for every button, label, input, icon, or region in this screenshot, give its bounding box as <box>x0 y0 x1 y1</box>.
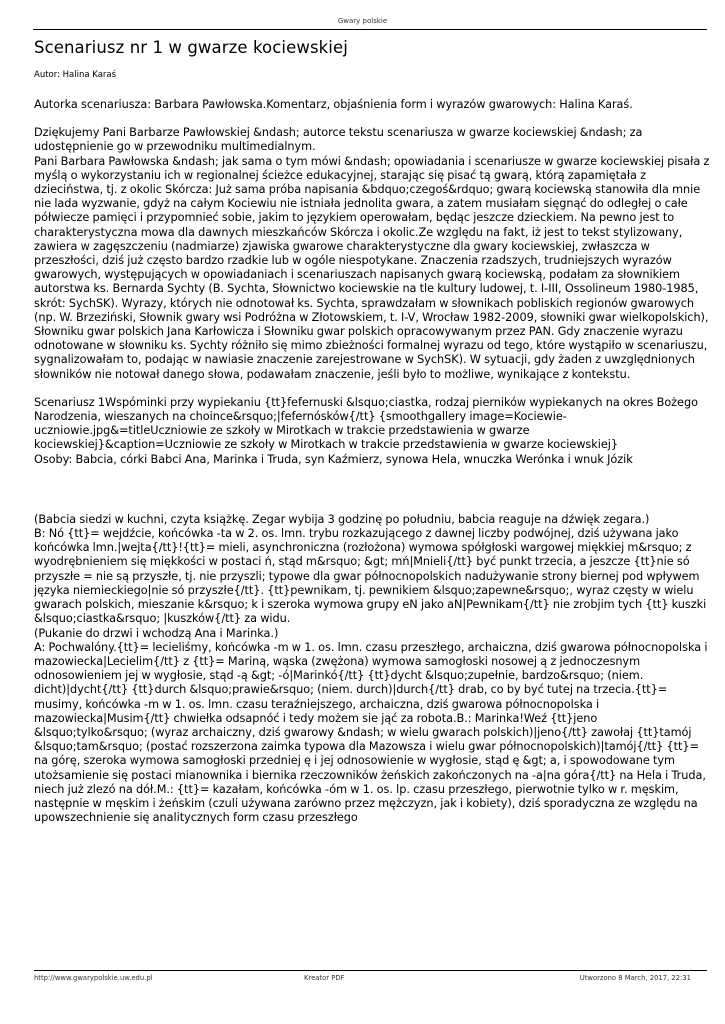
article-body <box>34 98 710 825</box>
paragraph-authorship: Autorka scenariusza: Barbara Pawłowska.Komentarz, objaśnienia form i wyrazów gwarowych: Halina Karaś. <box>34 98 633 111</box>
paragraph-stage-direction: (Babcia siedzi w kuchni, czyta książkę. Zegar wybija 3 godzinę po południu, babcia reaguje na dźwięk zegara.) <box>34 512 650 526</box>
article-title: Scenariusz nr 1 w gwarze kociewskiej <box>34 38 348 57</box>
paragraph-author-note: Pani Barbara Pawłowska &ndash; jak sama o tym mówi &ndash; opowiadania i scenariusze w gwarze kociewskiej pisała z myślą o wykorzystaniu ich w regionalnej ścieżce edukacyjnej, starając się pisać tą gwarą, którą zapamiętała z dzieciństwa, tj. z okolic Skórcza: Już sama próba napisania &bdquo;czegoś&rdquo; gwarą kociewską stanowiła dla mnie nie lada wyzwanie, gdyż na całym Kociewiu nie istniała jednolita gwara, a zatem musiałam sięgnąć do odległej o całe półwiecze pamięci i przypomnieć sobie, jakim to językiem operowałam, będąc jeszcze dzieckiem. Na pewno jest to charakterystyczna mowa dla dawnych mieszkańców Skórcza i okolic.Ze względu na fakt, iż jest to tekst stylizowany, zawiera w zagęszczeniu (nadmiarze) zjawiska gwarowe charakterystyczne dla gwary kociewskiej, zwłaszcza w przeszłości, dziś już często bardzo rzadkie lub w ogóle niespotykane. Znaczenia rzadszych, trudniejszych wyrazów gwarowych, występujących w opowiadaniach i scenariuszach napisanych gwarą kociewską, podałam za słownikiem autorstwa ks. Bernarda Sychty (B. Sychta, Słownictwo kociewskie na tle kultury ludowej, t. I-III, Ossolineum 1980-1985, skrót: SychSK). Wyrazy, których nie odnotował ks. Sychta, sprawdzałam w słownikach pobliskich regionów gwarowych (np. W. Brzeziński, Słownik gwary wsi Podróżna w Złotowskiem, t. I-V, Wrocław 1982-2009, słowniki gwar wielkopolskich), Słowniku gwar polskich Jana Karłowicza i Słowniku gwar polskich opracowywanym przez PAN. Gdy znaczenie wyrazu odnotowane w słowniku ks. Sychty różniło się mimo zbieżności formalnej wyrazu od tego, które wystąpiło w scenariuszu, sygnalizowałam to, podając w nawiasie znaczenie zarejestrowane w SychSK). W sytuacji, gdy żaden z uwzględnionych słowników nie notował danego słowa, podawałam znaczenie, jeśli było to możliwe, wynikające z kontekstu. <box>34 154 710 381</box>
article <box>34 38 710 825</box>
paragraph-thanks: Dziękujemy Pani Barbarze Pawłowskiej &ndash; autorce tekstu scenariusza w gwarze kociewskiej &ndash; za udostępnienie go w przewodniku multimedialnym. <box>34 126 643 154</box>
paragraph-characters: Osoby: Babcia, córki Babci Ana, Marinka i Truda, syn Kaźmierz, synowa Hela, wnuczka Werónka i wnuk Józik <box>34 452 633 466</box>
paragraph-stage-knock: (Pukanie do drzwi i wchodzą Ana i Marinka.) <box>34 626 279 640</box>
running-header <box>0 0 725 25</box>
running-title: Gwary polskie <box>337 17 388 25</box>
paragraph-dialogue-b: B: Nó {tt}= wejdźcie, końcówka -ta w 2. os. lmn. trybu rozkazującego z dawnej liczby podwójnej, dziś używana jako końcówka lmn.|wejta{/tt}!{tt}= mieli, asynchroniczna (rozłożona) wymowa spółgłoski wargowej miękkiej m&rsquo; z wyodrębnieniem się miękkości w postaci ń, stąd m&rsquo; &gt; mń|Mnieli{/tt} być punkt trzecia, a jeszcze {tt}nie só przyszłe = nie są przyszłe, tj. nie przyszli; typowe dla gwar północnopolskich nadużywanie strony biernej pod wpływem języka niemieckiego|nie só przyszłe{/tt}. {tt}pewnikam, tj. pewnikiem &lsquo;zapewne&rsquo;, wyraz częsty w wielu gwarach polskich, mieszanie k&rsquo; k i szeroka wymowa grupy eN jako aN|Pewnikam{/tt} nie zrobjim tych {tt} kuszki &lsquo;ciastka&rsquo; |kuszków{/tt} za widu. <box>34 527 707 626</box>
page-footer <box>34 970 707 985</box>
article-author: Autor: Halina Karaś <box>34 70 117 80</box>
footer-created-date: Utworzono 8 March, 2017, 22:31 <box>579 974 691 982</box>
paragraph-scenario-intro: Scenariusz 1Wspóminki przy wypiekaniu {tt}fefernuski &lsquo;ciastka, rodzaj pierników wypiekanych na okres Bożego Narodzenia, wieszanych na choince&rsquo;|fefernósków{/tt} {smoothgallery image=Kociewie-uczniowie.jpg&=titleUczniowie ze szkoły w Mirotkach w trakcie przedstawienia w gwarze kociewskiej}&caption=Uczniowie ze szkoły w Mirotkach w trakcie przedstawienia w gwarze kociewskiej} <box>34 395 698 452</box>
paragraph-dialogue-a: A: Pochwalóny.{tt}= lecieliśmy, końcówka -m w 1. os. lmn. czasu przeszłego, archaiczna, dziś gwarowa północnopolska i mazowiecka|Lecielim{/tt} z {tt}= Mariną, wąska (zwężona) wymowa samogłoski nosowej ą z jednoczesnym odnosowieniem jej w wygłosie, stąd -ą &gt; -ó|Marinkó{/tt} {tt}dycht &lsquo;zupełnie, bardzo&rsquo; (niem. dicht)|dycht{/tt} {tt}durch &lsquo;prawie&rsquo; (niem. durch)|durch{/tt} drab, co by być tutej na trzecia.{tt}= musimy, końcówka -m w 1. os. lmn. czasu teraźniejszego, archaiczna, dziś gwarowa północnopolska i mazowiecka|Musim{/tt} chwiełka odsapnóć i tedy możem sie jąć za robota.B.: Marinka!Weź {tt}jeno &lsquo;tylko&rsquo; (wyraz archaiczny, dziś gwarowy &ndash; w wielu gwarach polskich)|jeno{/tt} zawołaj {tt}tamój &lsquo;tam&rsquo; (postać rozszerzona zaimka typowa dla Mazowsza i wielu gwar północnopolskich)|tamój{/tt} {tt}= na górę, szeroka wymowa samogłoski przedniej ę i jej odnosowienie w wygłosie, stąd ę &gt; a, i spowodowane tym utożsamienie się postaci mianownika i biernika rzeczowników żeńskich zakończonych na -a|na góra{/tt} na Hela i Truda, niech już zlezó na dół.M.: {tt}= kazałam, końcówka -óm w 1. os. lp. czasu przeszłego, pierwotnie tylko w r. męskim, następnie w męskim i żeńskim (czuli używana zarówno przez mężczyzn, jak i kobiety), dziś sporadyczna ze względu na upowszechnienie się analitycznych form czasu przeszłego <box>34 640 708 825</box>
header-rule <box>33 29 707 30</box>
footer-url[interactable]: http://www.gwarypolskie.uw.edu.pl <box>34 974 153 982</box>
footer-generator: Kreator PDF <box>304 974 345 982</box>
